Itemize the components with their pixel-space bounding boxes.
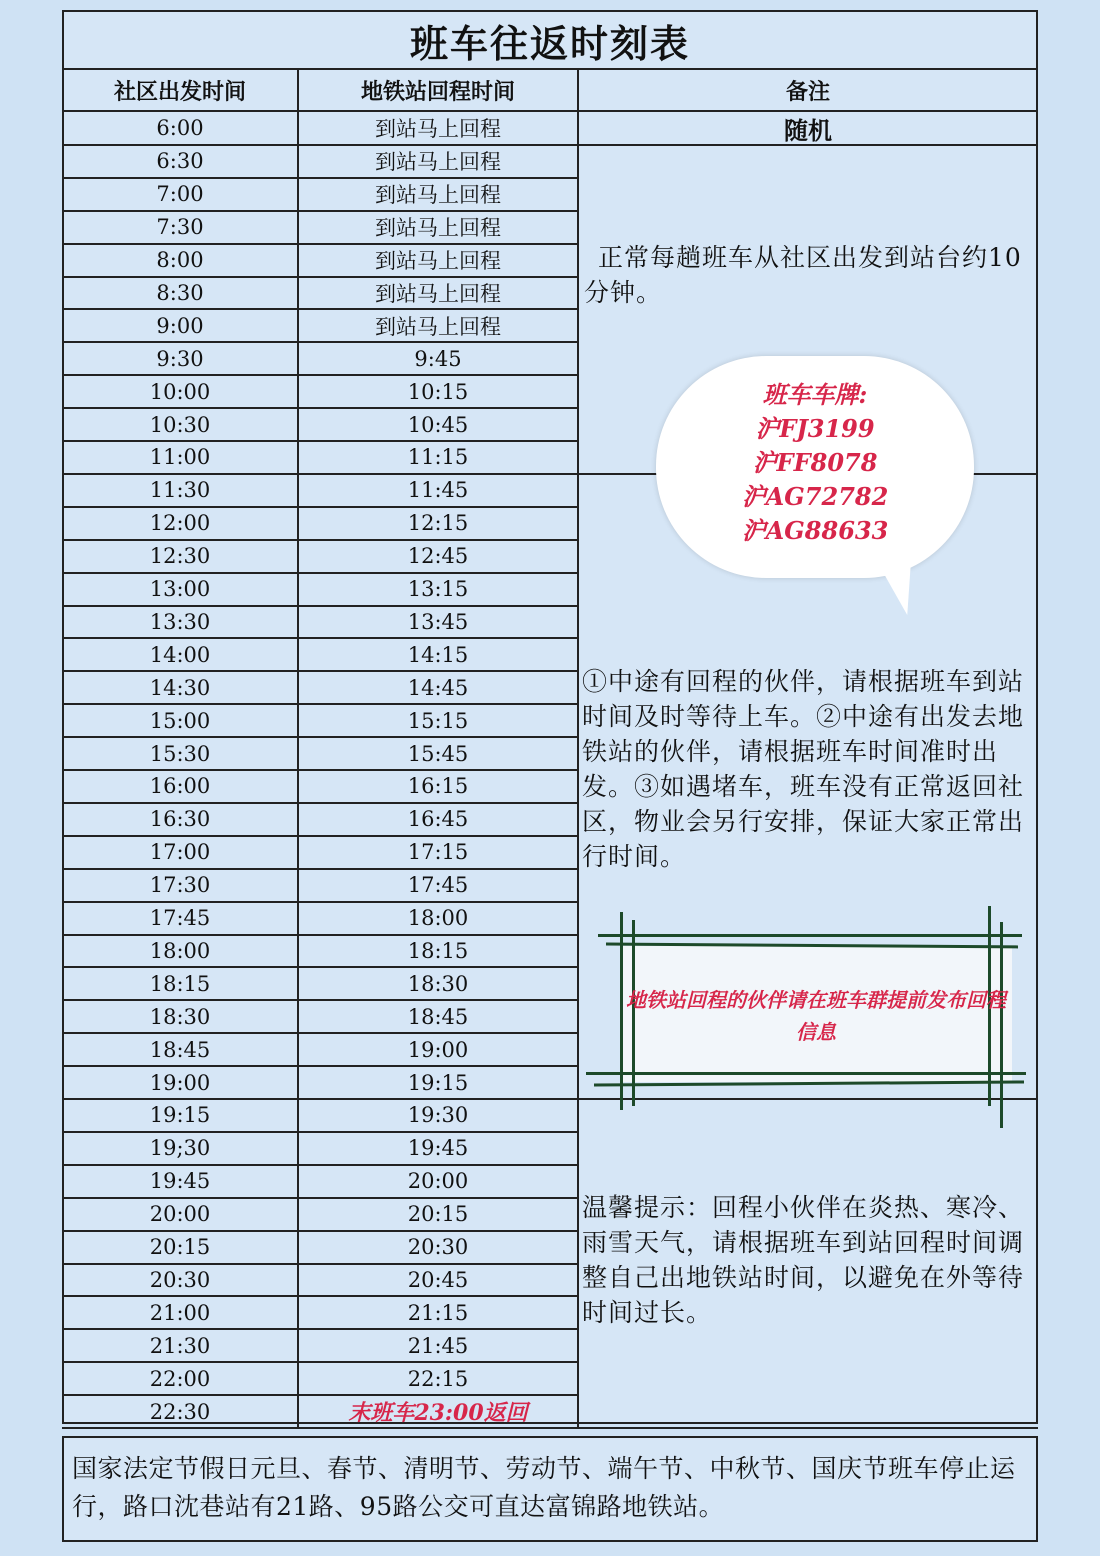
table-cell-return: 到站马上回程 <box>375 216 501 241</box>
table-bottom <box>62 1427 1038 1429</box>
table-cell-depart: 15:00 <box>149 708 211 733</box>
table-cell-return: 到站马上回程 <box>375 150 501 175</box>
table-cell-depart: 15:30 <box>149 741 211 766</box>
column-header-return: 地铁站回程时间 <box>360 78 515 105</box>
table-cell-return: 到站马上回程 <box>375 183 501 208</box>
table-cell-return: 16:15 <box>407 774 469 799</box>
page-title: 班车往返时刻表 <box>64 12 1036 70</box>
table-cell-return: 19:45 <box>407 1136 469 1161</box>
table-cell-return: 13:15 <box>407 577 469 602</box>
table-cell-return: 19:30 <box>407 1103 469 1128</box>
column-header-remark: 备注 <box>785 78 830 105</box>
table-cell-return: 13:45 <box>407 609 469 634</box>
plate-number: 沪AG72782 <box>741 482 889 511</box>
table-cell-return: 21:45 <box>407 1333 469 1358</box>
table-cell-depart: 17:00 <box>149 840 211 865</box>
table-cell-depart: 13:30 <box>149 609 211 634</box>
table-cell-depart: 11:00 <box>149 445 211 470</box>
table-cell-return: 14:15 <box>407 642 469 667</box>
table-cell-depart: 6:30 <box>156 149 204 174</box>
table-cell-depart: 7:00 <box>156 182 204 207</box>
column-divider <box>577 68 579 1428</box>
table-cell-depart: 10:00 <box>149 379 211 404</box>
table-cell-depart: 18:45 <box>149 1037 211 1062</box>
table-cell-depart: 21:00 <box>149 1300 211 1325</box>
remark-note-1: 正常每趟班车从社区出发到站台约10分钟。 <box>584 243 1022 307</box>
table-cell-return: 15:45 <box>407 741 469 766</box>
table-cell-depart: 19:00 <box>149 1070 211 1095</box>
column-divider <box>297 68 299 1428</box>
table-cell-return: 15:15 <box>407 708 469 733</box>
table-cell-return: 末班车23:00返回 <box>348 1400 528 1427</box>
table-cell-depart: 17:30 <box>149 873 211 898</box>
remark-note-2: ①中途有回程的伙伴，请根据班车到站时间及时等待上车。②中途有出发去地铁站的伙伴，请根据班车时间准时出发。③如遇堵车，班车没有正常返回社区，物业会另行安排，保证大家正常出行时间。 <box>582 667 1025 871</box>
table-cell-return: 19:00 <box>407 1037 469 1062</box>
footer-note: 国家法定节假日元旦、春节、清明节、劳动节、端午节、中秋节、国庆节班车停止运行，路口沈巷站有21路、95路公交可直达富锦路地铁站。 <box>62 1436 1038 1542</box>
table-cell-depart: 16:30 <box>149 807 211 832</box>
table-cell-depart: 12:00 <box>149 511 211 536</box>
table-cell-return: 到站马上回程 <box>375 249 501 274</box>
board-line <box>598 934 1022 937</box>
plate-list <box>656 378 974 548</box>
plate-number: 沪AG88633 <box>741 516 889 545</box>
board-line <box>586 1072 1026 1075</box>
table-cell-return: 20:15 <box>407 1202 469 1227</box>
table-cell-return: 17:45 <box>407 873 469 898</box>
table-cell-return: 10:45 <box>407 412 469 437</box>
table-cell-depart: 20:30 <box>149 1267 211 1292</box>
table-cell-depart: 8:30 <box>156 280 204 305</box>
table-cell-depart: 18:15 <box>149 971 211 996</box>
plate-heading: 班车车牌: <box>762 380 868 409</box>
table-cell-depart: 8:00 <box>156 248 204 273</box>
table-cell-depart: 17:45 <box>149 906 211 931</box>
table-cell-return: 18:15 <box>407 938 469 963</box>
remark-random: 随机 <box>784 115 832 145</box>
table-cell-return: 16:45 <box>407 807 469 832</box>
table-cell-depart: 9:00 <box>156 313 204 338</box>
table-cell-return: 到站马上回程 <box>375 117 501 142</box>
plate-number: 沪FJ3199 <box>755 414 875 443</box>
table-cell-depart: 22:00 <box>149 1366 211 1391</box>
table-cell-return: 20:45 <box>407 1267 469 1292</box>
table-cell-depart: 19:15 <box>149 1103 211 1128</box>
remark-divider <box>578 1098 1038 1100</box>
table-cell-return: 12:15 <box>407 511 469 536</box>
table-cell-depart: 13:00 <box>149 577 211 602</box>
table-cell-depart: 21:30 <box>149 1333 211 1358</box>
table-cell-return: 19:15 <box>407 1070 469 1095</box>
table-cell-depart: 20:00 <box>149 1202 211 1227</box>
table-cell-depart: 22:30 <box>149 1399 211 1424</box>
table-cell-depart: 11:30 <box>149 478 211 503</box>
table-cell-return: 18:45 <box>407 1004 469 1029</box>
table-cell-depart: 19:45 <box>149 1169 211 1194</box>
table-cell-depart: 20:15 <box>149 1235 211 1260</box>
table-cell-return: 18:00 <box>407 906 469 931</box>
table-cell-return: 11:45 <box>407 478 469 503</box>
table-cell-depart: 16:00 <box>149 774 211 799</box>
table-cell-return: 18:30 <box>407 971 469 996</box>
table-cell-depart: 14:00 <box>149 642 211 667</box>
table-cell-return: 20:00 <box>407 1169 469 1194</box>
table-cell-depart: 18:30 <box>149 1004 211 1029</box>
board-text: 地铁站回程的伙伴请在班车群提前发布回程信息 <box>626 988 1006 1044</box>
table-cell-return: 到站马上回程 <box>375 281 501 306</box>
table-cell-return: 14:45 <box>407 675 469 700</box>
table-cell-return: 12:45 <box>407 544 469 569</box>
table-cell-depart: 18:00 <box>149 938 211 963</box>
remark-note-3: 温馨提示：回程小伙伴在炎热、寒冷、雨雪天气，请根据班车到站回程时间调整自己出地铁站时间，以避免在外等待时间过长。 <box>582 1193 1025 1327</box>
table-cell-depart: 19;30 <box>149 1136 211 1161</box>
table-cell-return: 22:15 <box>407 1366 469 1391</box>
table-cell-return: 20:30 <box>407 1235 469 1260</box>
table-cell-depart: 6:00 <box>156 116 204 141</box>
table-cell-depart: 9:30 <box>156 346 204 371</box>
table-cell-depart: 12:30 <box>149 544 211 569</box>
table-cell-return: 10:15 <box>407 379 469 404</box>
plate-number: 沪FF8078 <box>752 448 878 477</box>
table-cell-return: 17:15 <box>407 840 469 865</box>
column-header-depart: 社区出发时间 <box>113 78 246 105</box>
table-cell-return: 到站马上回程 <box>375 314 501 339</box>
table-cell-depart: 7:30 <box>156 215 204 240</box>
table-cell-return: 11:15 <box>407 445 469 470</box>
table-cell-depart: 10:30 <box>149 412 211 437</box>
table-cell-return: 9:45 <box>414 346 462 371</box>
table-cell-depart: 14:30 <box>149 675 211 700</box>
table-cell-return: 21:15 <box>407 1300 469 1325</box>
